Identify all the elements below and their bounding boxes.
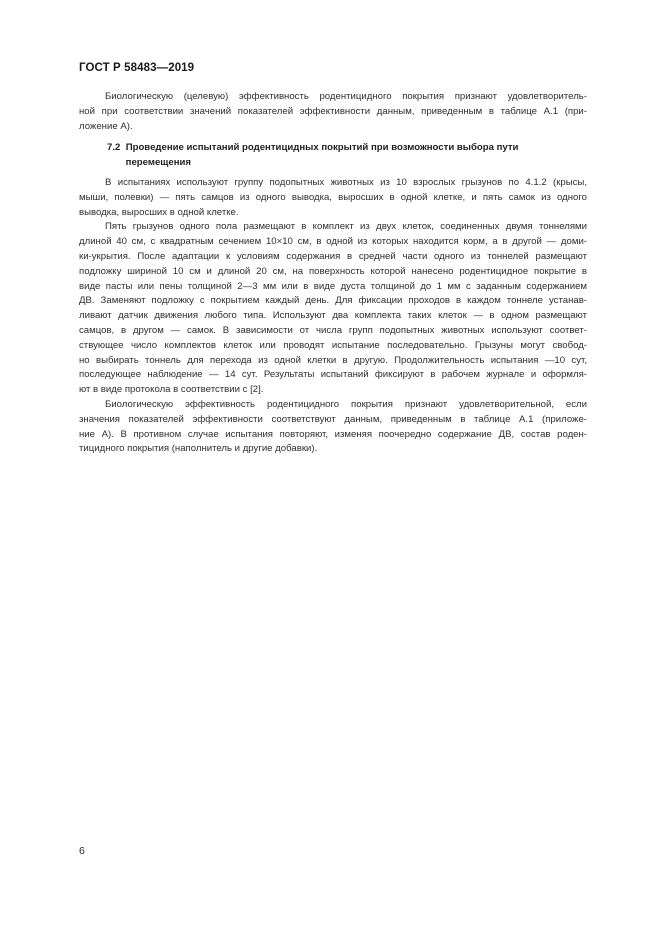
paragraph-line: самцов, в другом — самок. В зависимости от числа групп подопытных животных используют соответ- (79, 324, 587, 336)
section-number: 7.2 (107, 142, 121, 154)
paragraph-line: виде пасты или пены толщиной 2—3 мм или в виде дуста толщиной до 1 мм с заданным содержанием (79, 280, 587, 292)
paragraph-line: ние А). В противном случае испытания повторяют, изменяя поочередно содержание ДВ, состав роден- (79, 428, 587, 440)
paragraph-line: последующее наблюдение — 14 сут. Результаты испытаний фиксируют в рабочем журнале и оформля- (79, 369, 587, 381)
paragraph-line: ДВ. Заменяют подложку с покрытием каждый день. Для фиксации проходов в каждом тоннеле устанав- (79, 295, 587, 307)
paragraph-line: ки-укрытия. После адаптации к условиям содержания в средней части одного из тоннелей размещают (79, 250, 587, 262)
paragraph-line: длиной 40 см, с квадратным сечением 10×10 см, в одной из которых находится корм, а в другой — доми- (79, 236, 587, 248)
paragraph-line: ют в виде протокола в соответствии с [2]. (79, 384, 264, 396)
paragraph-line: значения показателей эффективности соответствуют данным, приведенным в таблице А.1 (приложе- (79, 413, 587, 425)
paragraph-line: ливают датчик движения любого типа. Используют два комплекта таких клеток — в одном размещают (79, 310, 587, 322)
section-heading-line (79, 141, 587, 156)
paragraph-line: ствующее число комплектов клеток или проводят испытание последовательно. Грызуны могут свобод- (79, 339, 587, 351)
section-title-continued: перемещения (125, 157, 192, 169)
paragraph-line: подложку шириной 10 см и длиной 20 см, на поверхность которой нанесено родентицидное покрытие в (79, 265, 587, 277)
paragraph-line: тицидного покрытия (наполнитель и другие добавки). (79, 443, 318, 455)
page-number: 6 (79, 845, 85, 857)
paragraph-line: выводка, выросших в одной клетке. (79, 206, 239, 218)
paragraph-test-procedure (79, 220, 587, 398)
paragraph-efficacy-criteria (79, 90, 587, 134)
document-header-standard-id: ГОСТ Р 58483—2019 (79, 62, 195, 74)
paragraph-test-animals (79, 176, 587, 220)
section-heading (79, 141, 587, 171)
paragraph-line: мыши, полевки) — пять самцов из одного выводка, выросших в одной клетке, и пять самок из одного (79, 191, 587, 203)
paragraph-line: ной при соответствии значений показателей эффективности данным, приведенным в таблице А.1 (при- (79, 105, 587, 117)
section-heading-line (79, 156, 587, 171)
paragraph-line: Биологическую (целевую) эффективность родентицидного покрытия признают удовлетворитель- (105, 91, 587, 102)
paragraph-evaluation (79, 398, 587, 457)
section-title: Проведение испытаний родентицидных покрытий при возможности выбора пути (125, 142, 519, 154)
paragraph-line: ложение А). (79, 120, 133, 132)
paragraph-line: В испытаниях используют группу подопытных животных из 10 взрослых грызунов по 4.1.2 (крысы, (105, 176, 587, 188)
paragraph-line: Биологическую эффективность родентицидного покрытия признают удовлетворительной, если (105, 398, 587, 410)
paragraph-line: но выбирать тоннель для перехода из одной клетки в другую. Продолжительность испытания —10 сут, (79, 354, 587, 366)
document-body (79, 90, 587, 457)
paragraph-line: Пять грызунов одного пола размещают в комплект из двух клеток, соединенных двумя тоннелями (105, 221, 587, 233)
